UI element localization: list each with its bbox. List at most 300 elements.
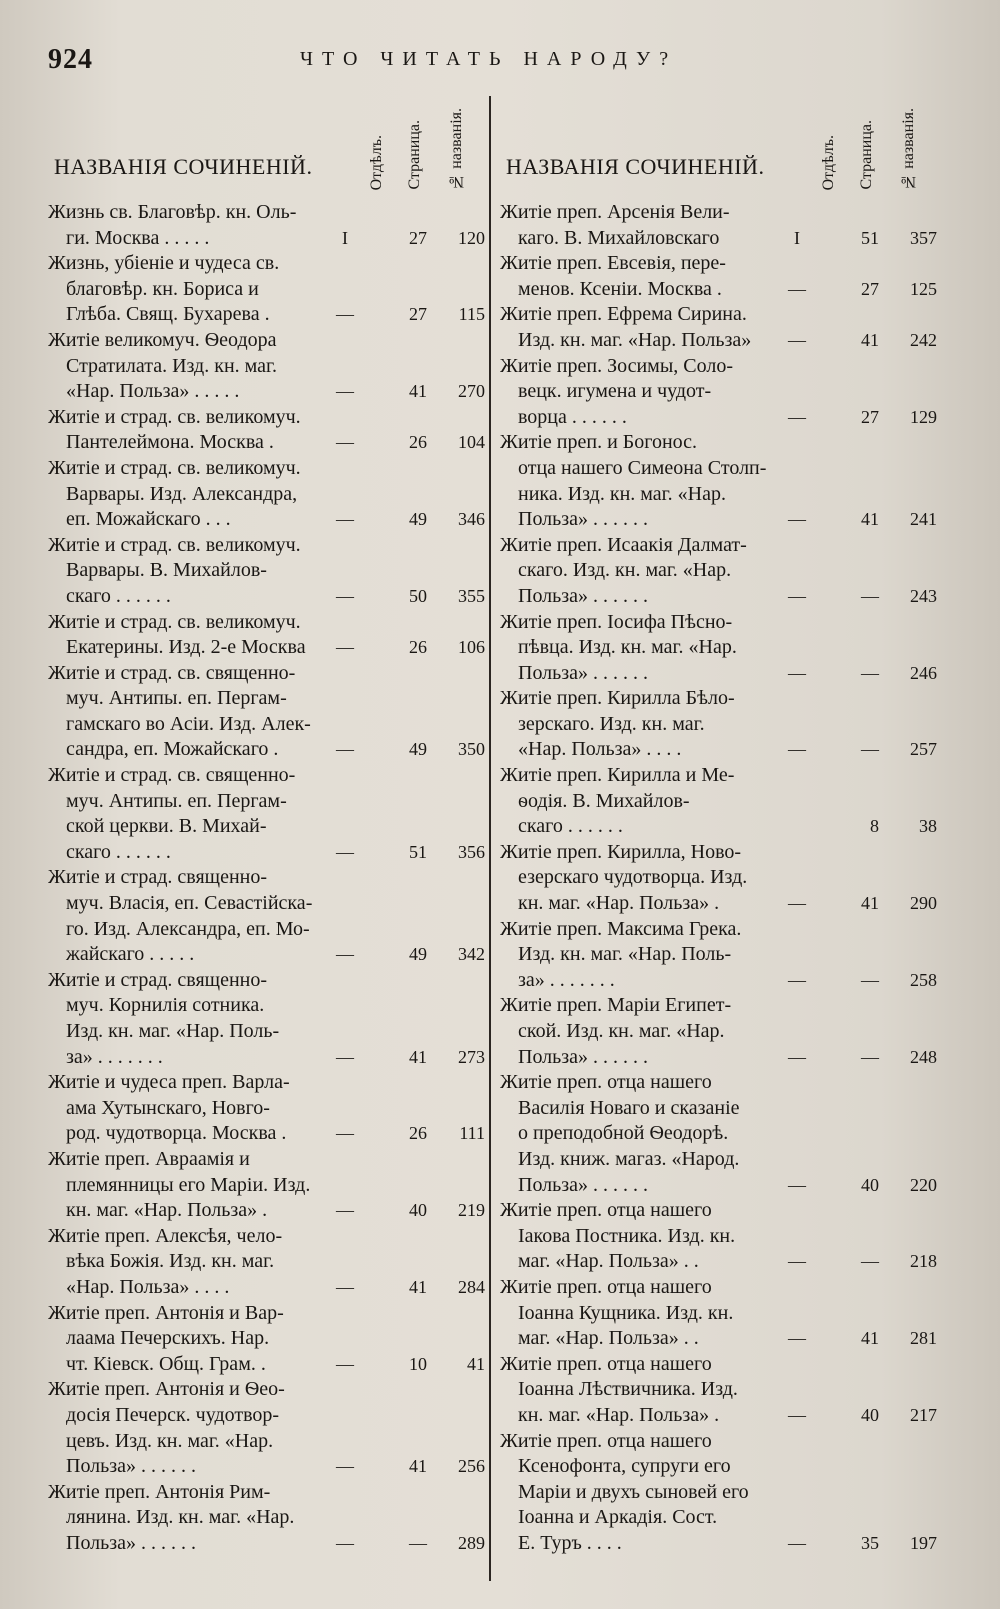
- entry-line: благовѣр. кн. Бориса и: [66, 277, 259, 300]
- number-value: 350: [458, 739, 485, 760]
- page-value: 8: [870, 816, 879, 837]
- number-value: 346: [458, 509, 485, 530]
- page-value: 41: [861, 329, 879, 350]
- entry-line: лянина. Изд. кн. маг. «Нар.: [66, 1506, 295, 1529]
- otdel-value: —: [788, 1532, 806, 1553]
- list-item: [48, 1480, 488, 1557]
- entry-line: Польза» . . . . . .: [518, 1173, 649, 1196]
- entry-line: племянницы его Маріи. Изд.: [66, 1173, 311, 1196]
- number-value: 115: [458, 304, 485, 325]
- page-value: —: [861, 969, 879, 990]
- otdel-value: —: [788, 278, 806, 299]
- entry-line: маг. «Нар. Польза» . .: [518, 1250, 699, 1273]
- number-value: 355: [458, 585, 485, 606]
- list-item: [500, 1429, 940, 1557]
- list-item: [48, 1301, 488, 1378]
- list-item: [500, 354, 940, 431]
- entry-line: Житіе преп. Кирилла Бѣло-: [500, 687, 735, 710]
- page-value: —: [861, 1046, 879, 1067]
- page-value: 49: [409, 739, 427, 760]
- entry-line: муч. Антипы. еп. Пергам-: [66, 687, 287, 710]
- otdel-header: Отдѣлъ.: [820, 134, 837, 190]
- number-value: 256: [458, 1456, 485, 1477]
- page-value: 41: [861, 893, 879, 914]
- entry-title: [48, 1480, 341, 1557]
- number-value: 106: [458, 637, 485, 658]
- entry-numbers: [323, 584, 488, 610]
- entry-line: Стратилата. Изд. кн. маг.: [66, 354, 277, 377]
- entry-title: [500, 430, 793, 532]
- entry-line: Василія Новаго и сказаніе: [518, 1096, 740, 1119]
- page-value: 40: [409, 1200, 427, 1221]
- page-value: 26: [409, 1123, 427, 1144]
- otdel-value: —: [336, 944, 354, 965]
- entry-numbers: [323, 1198, 488, 1224]
- otdel-value: —: [788, 662, 806, 683]
- otdel-value: —: [336, 1046, 354, 1067]
- entry-line: «Нар. Польза» . . . .: [518, 738, 682, 761]
- list-item: [500, 251, 940, 302]
- entry-line: муч. Корнилія сотника.: [66, 994, 265, 1017]
- entry-numbers: [323, 1275, 488, 1301]
- entry-line: о преподобной Ѳеодорѣ.: [518, 1122, 729, 1145]
- entry-line: Изд. книж. магаз. «Народ.: [518, 1147, 740, 1170]
- page-value: 27: [409, 304, 427, 325]
- otdel-value: —: [336, 1456, 354, 1477]
- otdel-value: —: [788, 1046, 806, 1067]
- entry-title: [500, 302, 793, 353]
- entry-line: Варвары. Изд. Александра,: [66, 482, 298, 505]
- entry-numbers: [323, 840, 488, 866]
- entry-line: Житіе преп. отца нашего: [500, 1429, 712, 1452]
- list-item: [500, 302, 940, 353]
- page-value: 51: [861, 227, 879, 248]
- entry-line: Екатерины. Изд. 2-е Москва: [66, 636, 306, 659]
- page-value: —: [861, 739, 879, 760]
- entry-line: Житіе и страд. священно-: [48, 866, 268, 889]
- entry-line: ги. Москва . . . . .: [66, 226, 210, 249]
- entry-line: Житіе и чудеса преп. Варла-: [48, 1071, 290, 1094]
- number-value: 219: [458, 1200, 485, 1221]
- entry-title: [48, 200, 341, 251]
- number-value: 197: [910, 1532, 937, 1553]
- entry-numbers: [775, 1403, 940, 1429]
- page-value: 41: [861, 509, 879, 530]
- page-value: 10: [409, 1353, 427, 1374]
- page-number: 924: [48, 44, 93, 75]
- entry-line: Житіе преп. Антонія и Вар-: [48, 1301, 284, 1324]
- list-item: [500, 1070, 940, 1198]
- entry-line: Польза» . . . . . .: [518, 661, 649, 684]
- otdel-value: —: [336, 585, 354, 606]
- otdel-value: —: [336, 637, 354, 658]
- entry-line: ской. Изд. кн. маг. «Нар.: [518, 1020, 725, 1042]
- entry-title: [48, 251, 341, 328]
- entry-numbers: [775, 328, 940, 354]
- entry-line: Житіе преп. и Богонос.: [500, 431, 698, 454]
- entry-line: Іакова Постника. Изд. кн.: [518, 1224, 736, 1247]
- entry-line: Житіе и страд. св. великомуч.: [48, 533, 301, 556]
- number-value: 258: [910, 969, 937, 990]
- page-value: 27: [861, 406, 879, 427]
- entry-numbers: [775, 814, 940, 840]
- entry-line: отца нашего Симеона Столп-: [518, 456, 767, 479]
- right-column-header: [500, 96, 940, 200]
- entry-numbers: [775, 737, 940, 763]
- entry-line: скаго . . . . . .: [66, 840, 171, 863]
- number-value: 129: [910, 406, 937, 427]
- page-value: —: [409, 1532, 427, 1553]
- page-value: 51: [409, 841, 427, 862]
- list-item: [500, 763, 940, 840]
- left-column: [48, 96, 488, 1576]
- entry-line: зерскаго. Изд. кн. маг.: [518, 712, 705, 735]
- entry-line: го. Изд. Александра, еп. Мо-: [66, 917, 310, 940]
- entry-title: [500, 763, 793, 840]
- otdel-value: —: [788, 406, 806, 427]
- entry-line: пѣвца. Изд. кн. маг. «Нар.: [518, 636, 737, 659]
- entry-title: [48, 661, 341, 763]
- entry-line: Польза» . . . . . .: [518, 1045, 649, 1068]
- otdel-value: —: [788, 585, 806, 606]
- entry-numbers: [775, 1326, 940, 1352]
- entry-line: род. чудотворца. Москва .: [66, 1122, 287, 1145]
- list-item: [48, 533, 488, 610]
- number-value: 281: [910, 1328, 937, 1349]
- otdel-value: —: [336, 509, 354, 530]
- entry-line: вѣка Божія. Изд. кн. маг.: [66, 1250, 275, 1273]
- entry-title: [500, 354, 793, 431]
- otdel-value: —: [336, 739, 354, 760]
- list-item: [48, 456, 488, 533]
- entry-line: Жизнь св. Благовѣр. кн. Оль-: [48, 201, 297, 223]
- otdel-value: —: [788, 329, 806, 350]
- entry-numbers: [775, 226, 940, 252]
- entry-line: цевъ. Изд. кн. маг. «Нар.: [66, 1429, 274, 1452]
- page-value: 49: [409, 944, 427, 965]
- entry-title: [48, 1070, 341, 1147]
- column-title: НАЗВАНІЯ СОЧИНЕНІЙ.: [54, 154, 313, 179]
- entry-line: «Нар. Польза» . . . . .: [66, 380, 240, 403]
- entry-line: Житіе преп. Маріи Египет-: [500, 994, 732, 1017]
- entry-line: Маріи и двухъ сыновей его: [518, 1480, 749, 1503]
- entry-title: [48, 763, 341, 865]
- entry-numbers: [323, 226, 488, 252]
- entry-line: Варвары. В. Михайлов-: [66, 559, 267, 582]
- entry-title: [500, 686, 793, 763]
- otdel-value: —: [788, 1404, 806, 1425]
- list-item: [48, 865, 488, 967]
- number-value: 246: [910, 662, 937, 683]
- page-value: 41: [409, 381, 427, 402]
- entry-numbers: [775, 584, 940, 610]
- otdel-value: —: [336, 841, 354, 862]
- list-item: [48, 405, 488, 456]
- entry-title: [500, 1352, 793, 1429]
- entry-line: за» . . . . . . .: [518, 968, 615, 991]
- nomer-header: № названія.: [900, 108, 917, 190]
- page-value: 26: [409, 432, 427, 453]
- entry-line: Житіе преп. Максима Грека.: [500, 917, 742, 940]
- entry-title: [48, 405, 341, 456]
- entry-title: [500, 251, 793, 302]
- otdel-value: —: [788, 1251, 806, 1272]
- entry-numbers: [323, 379, 488, 405]
- entry-numbers: [323, 507, 488, 533]
- number-value: 111: [459, 1123, 485, 1144]
- entry-title: [500, 1198, 793, 1275]
- page-value: 41: [409, 1276, 427, 1297]
- page-value: 50: [409, 585, 427, 606]
- otdel-value: —: [336, 432, 354, 453]
- otdel-value: —: [788, 739, 806, 760]
- page-value: 26: [409, 637, 427, 658]
- entry-numbers: [323, 302, 488, 328]
- entry-line: Житіе и страд. св. великомуч.: [48, 405, 301, 428]
- page-value: —: [861, 662, 879, 683]
- otdel-value: —: [336, 1123, 354, 1144]
- entry-line: Іоанна Кущника. Изд. кн.: [518, 1301, 734, 1324]
- entry-title: [48, 1224, 341, 1301]
- entry-title: [500, 840, 793, 917]
- entry-line: скаго . . . . . .: [518, 815, 623, 838]
- entry-line: ника. Изд. кн. маг. «Нар.: [518, 482, 726, 505]
- page-value: —: [861, 585, 879, 606]
- entry-line: «Нар. Польза» . . . .: [66, 1275, 230, 1298]
- nomer-header: № названія.: [448, 108, 465, 190]
- entry-line: каго. В. Михайловскаго: [518, 226, 720, 249]
- entry-line: Житіе преп. Кирилла, Ново-: [500, 840, 742, 863]
- entry-numbers: [775, 277, 940, 303]
- entry-line: Житіе преп. Антонія и Ѳео-: [48, 1378, 285, 1401]
- page-value: 41: [861, 1328, 879, 1349]
- entry-numbers: [323, 1352, 488, 1378]
- entry-numbers: [323, 942, 488, 968]
- entry-title: [48, 456, 341, 533]
- entry-line: Житіе преп. отца нашего: [500, 1199, 712, 1222]
- entry-line: скаго. Изд. кн. маг. «Нар.: [518, 559, 732, 582]
- entry-line: Польза» . . . . . .: [518, 584, 649, 607]
- entry-title: [48, 610, 341, 661]
- entry-line: еп. Можайскаго . . .: [66, 508, 231, 531]
- entry-line: Жизнь, убіеніе и чудеса св.: [48, 252, 280, 275]
- entry-numbers: [323, 1454, 488, 1480]
- entry-line: Е. Туръ . . . .: [518, 1531, 622, 1554]
- otdel-value: —: [788, 1174, 806, 1195]
- entry-line: кн. маг. «Нар. Польза» .: [518, 892, 720, 915]
- page-value: 41: [409, 1046, 427, 1067]
- number-value: 290: [910, 893, 937, 914]
- entry-numbers: [323, 430, 488, 456]
- entry-numbers: [323, 1045, 488, 1071]
- entry-line: маг. «Нар. Польза» . .: [518, 1327, 699, 1350]
- entry-line: Ксенофонта, супруги его: [518, 1455, 731, 1478]
- entry-line: ворца . . . . . .: [518, 405, 627, 428]
- entry-numbers: [775, 405, 940, 431]
- entry-line: досія Печерск. чудотвор-: [66, 1403, 280, 1426]
- entry-line: кн. маг. «Нар. Польза» .: [66, 1199, 268, 1222]
- entry-title: [500, 1070, 793, 1198]
- entry-title: [500, 993, 793, 1070]
- page-value: 41: [409, 1456, 427, 1477]
- list-item: [500, 993, 940, 1070]
- entry-numbers: [775, 1045, 940, 1071]
- otdel-value: —: [788, 1328, 806, 1349]
- otdel-value: —: [336, 1276, 354, 1297]
- entry-line: Пантелеймона. Москва .: [66, 431, 274, 454]
- entry-line: муч. Власія, еп. Севастійска-: [66, 892, 313, 915]
- otdel-value: —: [336, 304, 354, 325]
- list-item: [48, 328, 488, 405]
- entry-numbers: [775, 1173, 940, 1199]
- number-value: 41: [467, 1353, 485, 1374]
- page-value: 27: [409, 227, 427, 248]
- entry-line: Житіе и страд. св. священно-: [48, 764, 296, 787]
- number-value: 270: [458, 381, 485, 402]
- number-value: 217: [910, 1404, 937, 1425]
- list-item: [500, 1198, 940, 1275]
- entry-line: Житіе преп. Алексѣя, чело-: [48, 1224, 283, 1247]
- entry-line: Польза» . . . . . .: [66, 1531, 197, 1554]
- list-item: [500, 533, 940, 610]
- list-item: [500, 917, 940, 994]
- list-item: [500, 430, 940, 532]
- entry-line: Житіе преп. Зосимы, Соло-: [500, 354, 733, 377]
- entry-title: [48, 328, 341, 405]
- list-item: [48, 1224, 488, 1301]
- list-item: [500, 610, 940, 687]
- entry-line: Польза» . . . . . .: [518, 508, 649, 531]
- stranica-header: Страница.: [858, 120, 875, 190]
- entry-title: [48, 968, 341, 1070]
- otdel-value: I: [794, 227, 800, 248]
- entry-line: гамскаго во Асіи. Изд. Алек-: [66, 712, 311, 735]
- otdel-value: —: [336, 1353, 354, 1374]
- right-entries-list: [500, 200, 940, 1556]
- entry-line: Житіе преп. Ефрема Сирина.: [500, 303, 747, 326]
- entry-line: Іоанна и Аркадія. Сост.: [518, 1506, 718, 1529]
- entry-line: менов. Ксеніи. Москва .: [518, 277, 722, 300]
- entry-numbers: [775, 1249, 940, 1275]
- entry-line: кн. маг. «Нар. Польза» .: [518, 1403, 720, 1426]
- entry-numbers: [775, 1531, 940, 1557]
- entry-line: Глѣба. Свящ. Бухарева .: [66, 303, 270, 326]
- entry-title: [500, 610, 793, 687]
- otdel-value: —: [788, 969, 806, 990]
- entry-numbers: [775, 507, 940, 533]
- entry-line: Изд. кн. маг. «Нар. Поль-: [66, 1020, 280, 1042]
- number-value: 289: [458, 1532, 485, 1553]
- number-value: 218: [910, 1251, 937, 1272]
- entry-title: [48, 1377, 341, 1479]
- list-item: [500, 840, 940, 917]
- otdel-value: —: [336, 1532, 354, 1553]
- entry-line: Житіе преп. отца нашего: [500, 1275, 712, 1298]
- otdel-value: —: [788, 509, 806, 530]
- entry-line: Польза» . . . . . .: [66, 1455, 197, 1478]
- list-item: [48, 1147, 488, 1224]
- entry-line: за» . . . . . . .: [66, 1045, 163, 1068]
- number-value: 125: [910, 278, 937, 299]
- entry-line: Житіе великомуч. Ѳеодора: [48, 328, 277, 351]
- page-value: 40: [861, 1404, 879, 1425]
- number-value: 248: [910, 1046, 937, 1067]
- running-title: ЧТО ЧИТАТЬ НАРОДУ?: [300, 48, 678, 70]
- number-value: 342: [458, 944, 485, 965]
- list-item: [48, 200, 488, 251]
- otdel-value: —: [336, 1200, 354, 1221]
- number-value: 356: [458, 841, 485, 862]
- entry-line: Житіе преп. Антонія Рим-: [48, 1480, 271, 1503]
- entry-line: Житіе и страд. св. священно-: [48, 661, 296, 684]
- entry-line: Житіе преп. Арсенія Вели-: [500, 201, 730, 223]
- entry-line: чт. Кіевск. Общ. Грам. .: [66, 1352, 266, 1375]
- entry-title: [500, 1275, 793, 1352]
- otdel-header: Отдѣлъ.: [368, 134, 385, 190]
- number-value: 243: [910, 585, 937, 606]
- list-item: [48, 1377, 488, 1479]
- entry-line: Житіе преп. Іосифа Пѣсно-: [500, 610, 733, 633]
- list-item: [48, 763, 488, 865]
- otdel-value: —: [788, 893, 806, 914]
- stranica-header: Страница.: [406, 120, 423, 190]
- entry-line: Изд. кн. маг. «Нар. Поль-: [518, 943, 732, 966]
- entry-line: сандра, еп. Можайскаго .: [66, 738, 279, 761]
- entry-line: Житіе и страд. св. великомуч.: [48, 456, 301, 479]
- number-value: 257: [910, 739, 937, 760]
- list-item: [48, 251, 488, 328]
- list-item: [500, 200, 940, 251]
- entry-numbers: [775, 661, 940, 687]
- entry-title: [500, 533, 793, 610]
- entry-line: Житіе преп. Исаакія Далмат-: [500, 533, 747, 556]
- list-item: [48, 661, 488, 763]
- entry-line: Житіе преп. Кирилла и Ме-: [500, 764, 735, 787]
- entry-line: жайскаго . . . . .: [66, 943, 195, 966]
- number-value: 241: [910, 509, 937, 530]
- entry-line: Іоанна Лѣствичника. Изд.: [518, 1378, 738, 1401]
- column-title: НАЗВАНІЯ СОЧИНЕНІЙ.: [506, 154, 765, 179]
- entry-line: вецк. игумена и чудот-: [518, 380, 712, 403]
- entry-numbers: [775, 968, 940, 994]
- entry-title: [500, 917, 793, 994]
- list-item: [48, 610, 488, 661]
- page-value: 40: [861, 1174, 879, 1195]
- entry-line: Житіе преп. Евсевія, пере-: [500, 252, 726, 275]
- entry-line: лаама Печерскихъ. Нар.: [66, 1327, 270, 1350]
- page-value: 35: [861, 1532, 879, 1553]
- number-value: 284: [458, 1276, 485, 1297]
- number-value: 357: [910, 227, 937, 248]
- entry-title: [500, 1429, 793, 1557]
- right-column: [500, 96, 940, 1576]
- entry-line: Изд. кн. маг. «Нар. Польза»: [518, 328, 752, 351]
- list-item: [500, 686, 940, 763]
- otdel-value: I: [342, 227, 348, 248]
- page-value: 27: [861, 278, 879, 299]
- entry-line: Житіе преп. отца нашего: [500, 1071, 712, 1094]
- entry-line: скаго . . . . . .: [66, 584, 171, 607]
- entry-numbers: [323, 737, 488, 763]
- number-value: 104: [458, 432, 485, 453]
- page-value: 49: [409, 509, 427, 530]
- entry-line: Житіе и страд. священно-: [48, 968, 268, 991]
- number-value: 38: [919, 816, 937, 837]
- entry-title: [48, 865, 341, 967]
- entry-title: [48, 533, 341, 610]
- page-value: —: [861, 1251, 879, 1272]
- number-value: 242: [910, 329, 937, 350]
